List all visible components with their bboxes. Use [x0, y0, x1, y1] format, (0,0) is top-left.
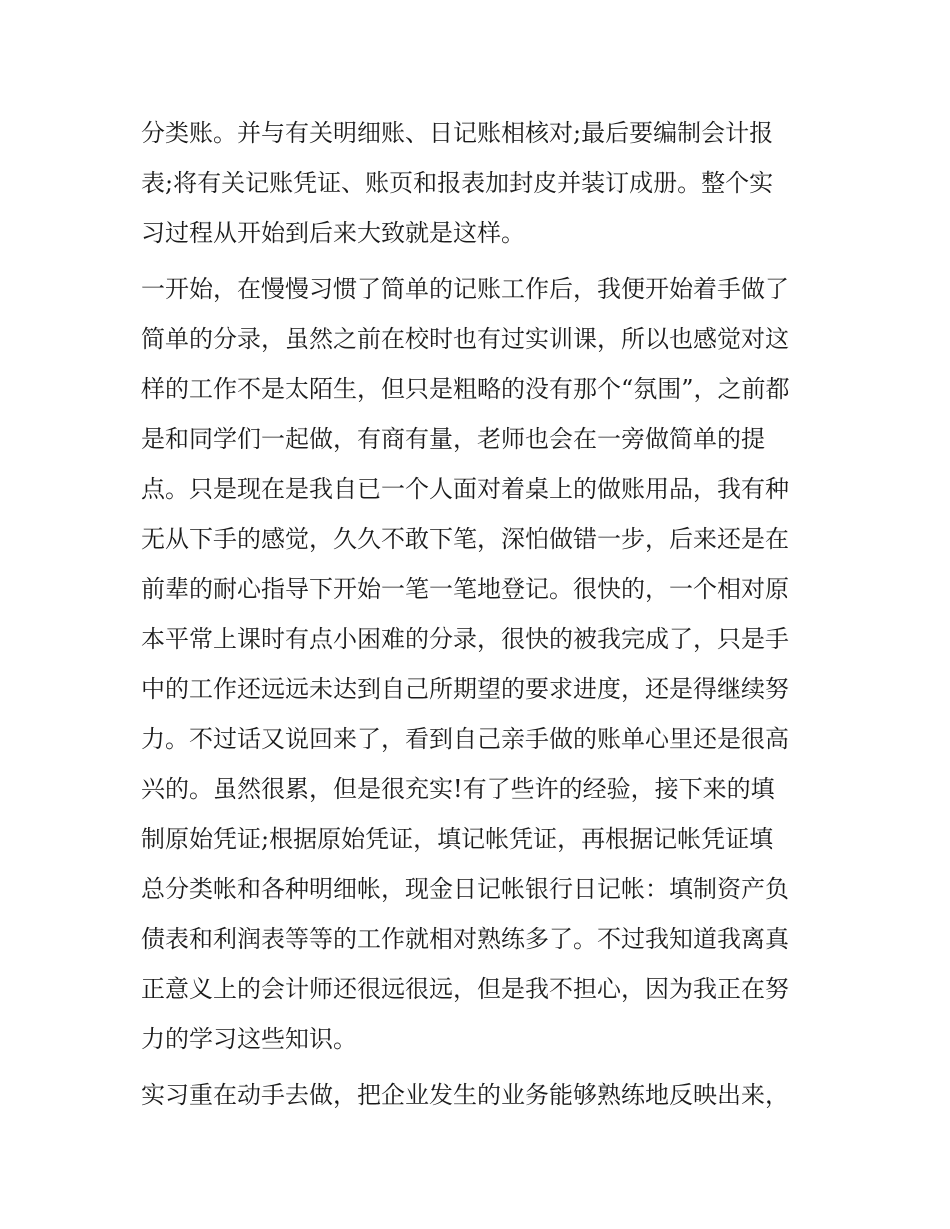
paragraph-1: [141, 108, 821, 258]
text-line: 兴的。虽然很累，但是很充实!有了些许的经验，接下来的填: [141, 775, 775, 803]
paragraph-2: [141, 264, 821, 1064]
text-line: 债表和利润表等等的工作就相对熟练多了。不过我知道我离真: [141, 925, 789, 953]
text-line: 前辈的耐心指导下开始一笔一笔地登记。很快的，一个相对原: [141, 575, 789, 603]
paragraph-3: [141, 1070, 821, 1120]
text-line: 力。不过话又说回来了，看到自己亲手做的账单心里还是很高: [141, 725, 789, 753]
text-line: 实习重在动手去做，把企业发生的业务能够熟练地反映出来，: [141, 1081, 789, 1109]
text-line: 总分类帐和各种明细帐，现金日记帐银行日记帐：填制资产负: [141, 875, 789, 903]
document-body: [141, 108, 821, 1120]
text-line: 简单的分录，虽然之前在校时也有过实训课，所以也感觉对这: [141, 325, 789, 353]
text-line: 中的工作还远远未达到自己所期望的要求进度，还是得继续努: [141, 675, 789, 703]
text-line: 习过程从开始到后来大致就是这样。: [141, 219, 525, 247]
text-line: 点。只是现在是我自已一个人面对着桌上的做账用品，我有种: [141, 475, 789, 503]
text-line: 力的学习这些知识。: [141, 1025, 357, 1053]
text-line: 本平常上课时有点小困难的分录，很快的被我完成了，只是手: [141, 625, 789, 653]
text-line: 一开始，在慢慢习惯了简单的记账工作后，我便开始着手做了: [141, 275, 789, 303]
text-line: 无从下手的感觉，久久不敢下笔，深怕做错一步，后来还是在: [141, 525, 789, 553]
text-line: 制原始凭证;根据原始凭证，填记帐凭证，再根据记帐凭证填: [141, 825, 774, 853]
text-line: 表;将有关记账凭证、账页和报表加封皮并装订成册。整个实: [141, 169, 774, 197]
text-line: 是和同学们一起做，有商有量，老师也会在一旁做简单的提: [141, 425, 765, 453]
text-line: 样的工作不是太陌生，但只是粗略的没有那个“氛围”，之前都: [141, 375, 790, 403]
text-line: 正意义上的会计师还很远很远，但是我不担心，因为我正在努: [141, 975, 789, 1003]
text-line: 分类账。并与有关明细账、日记账相核对;最后要编制会计报: [141, 119, 774, 147]
